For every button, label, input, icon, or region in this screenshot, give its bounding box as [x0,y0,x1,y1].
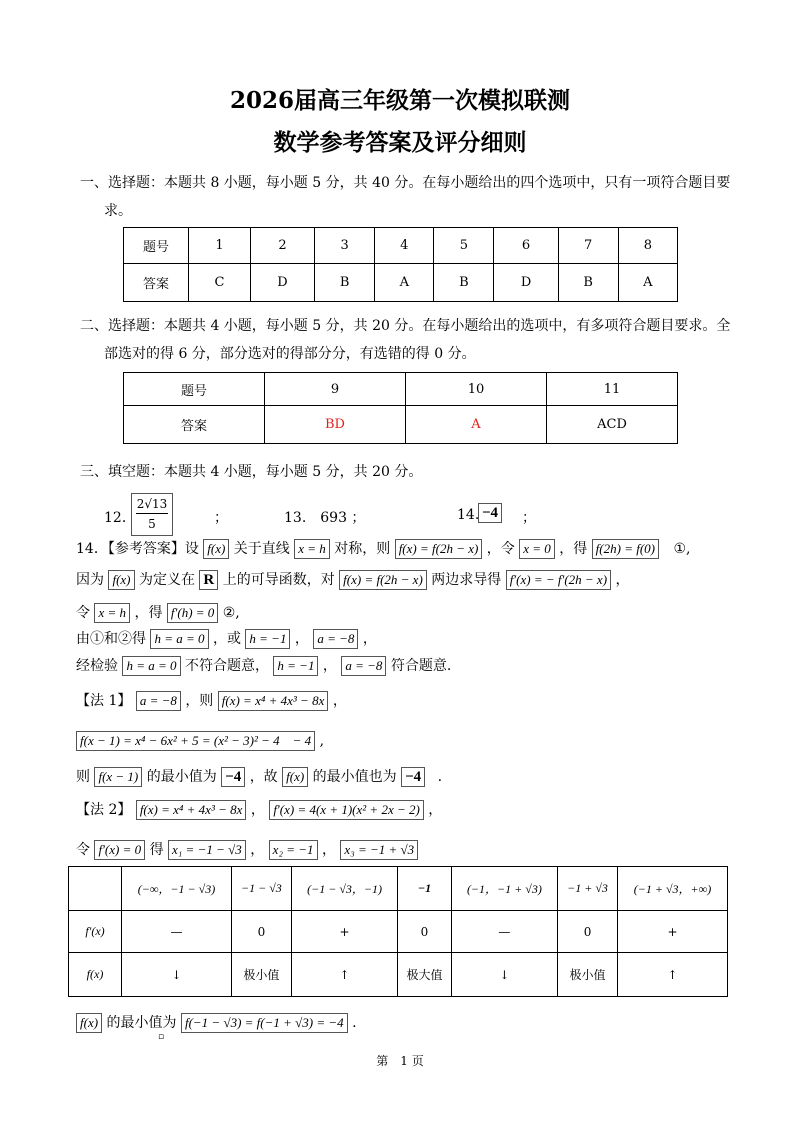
page-title: 2026届高三年级第一次模拟联测 [229,87,570,114]
answer-table-2 [123,372,678,444]
section3-instructions: 三、填空题：本题共 4 小题，每小题 5 分，共 20 分。 [80,464,423,480]
q12-numerator: 2√13 [136,496,168,514]
table1-header-label: 题号 [124,228,189,264]
math-box: a = −8 [313,629,358,649]
mono-cell: ↑ [617,953,727,997]
math-box: f(x) [282,767,308,787]
q14-answer [478,503,502,523]
table2-answer-row [124,406,678,444]
solution-line-3 [76,602,240,623]
text: 的最小值也为 [312,769,397,785]
math-box: f′(x) = 4(x + 1)(x² + 2x − 2) [269,800,424,820]
mono-cell: 0 [398,911,451,953]
math-box: −4 [221,767,245,787]
text: . [352,1015,357,1031]
table1-num: 8 [618,228,677,264]
text: 对称，则 [334,541,391,557]
text: 为定义在 [138,572,195,588]
page-number: 第 1 页 [376,1054,424,1068]
text: 14．【参考答案】设 [76,541,199,557]
mono-header-cell: −1 + √3 [558,867,618,911]
method1-label: 【法 1】 [76,693,132,709]
text: 令 [76,605,90,621]
table1-num: 4 [375,228,434,264]
math-box: x₂ = −1 [269,840,318,860]
table1-answer: B [558,264,618,302]
math-box: f(2h) = f(0) [592,539,659,559]
mono-cell: 极小值 [558,953,618,997]
table2-answer-label: 答案 [124,406,265,444]
solution-line-5 [76,655,451,676]
math-box: h = −1 [273,656,318,676]
text: ，得 [559,541,588,557]
text: 得 [149,842,164,858]
text: ，得 [134,605,163,621]
math-box: x = h [294,539,330,559]
math-box: f(x) = f(2h − x) [339,570,427,590]
circle-2-marker: ②, [222,605,240,621]
q12-answer-box [131,493,173,536]
table2-num: 11 [547,373,678,406]
text: ，故 [249,769,278,785]
table1-answer: A [375,264,434,302]
math-box: f(x) = x⁴ + 4x³ − 8x [136,800,247,820]
text: 经检验 [76,658,118,674]
table1-num: 7 [558,228,618,264]
table1-answer: D [250,264,314,302]
math-box: x = h [94,603,130,623]
solution-line-4 [76,628,377,649]
mono-function-row [69,953,728,997]
math-box: x = 0 [519,539,555,559]
section2-instructions [80,312,740,368]
q14-semicolon: ； [522,510,536,526]
method2-line-1 [76,799,442,820]
table2-answer: BD [265,406,406,444]
table2-num: 9 [265,373,406,406]
math-box: x₃ = −1 + √3 [340,840,418,860]
mono-cell: 0 [231,911,291,953]
text: 两边求导得 [431,572,502,588]
table1-answer: A [618,264,677,302]
text: 符合题意. [390,658,452,674]
text: 由①和②得 [76,631,146,647]
q12-denominator: 5 [148,517,156,531]
section2-line2: 部选对的得 6 分，部分选对的得部分分，有选错的得 0 分。 [104,346,476,362]
method2-line-2 [76,839,418,860]
mono-cell: — [451,911,557,953]
mono-row-label: f′(x) [69,911,122,953]
math-box: f(x − 1) = x⁴ − 6x² + 5 = (x² − 3)² − 4 − 4 [76,731,315,751]
table2-header-row [124,373,678,406]
mono-row-label: f(x) [69,953,122,997]
mono-cell: 极大值 [398,953,451,997]
math-box: f(x − 1) [94,767,142,787]
text: ，令 [486,541,515,557]
text: ，则 [185,693,214,709]
math-box: h = a = 0 [150,629,208,649]
table1-answer: B [315,264,375,302]
text: 的最小值为 [106,1015,177,1031]
mono-derivative-row [69,911,728,953]
mono-cell: — [122,911,232,953]
final-line [76,1012,357,1033]
table1-answer-label: 答案 [124,264,189,302]
mono-header-cell: (−1，−1 + √3) [451,867,557,911]
math-box: a = −8 [341,656,386,676]
text: 因为 [76,572,104,588]
q14-answer-box: −4 [478,503,502,523]
section2-line1: 二、选择题：本题共 4 小题，每小题 5 分，共 20 分。在每小题给出的选项中，有多项符合题目要求。全 [80,318,731,334]
math-box: f′(h) = 0 [167,603,218,623]
text: ， [332,693,347,709]
mono-cell: ↓ [451,953,557,997]
table1-answer: C [189,264,251,302]
mono-header-cell: −1 − √3 [231,867,291,911]
text: 上的可导函数，对 [222,572,335,588]
mono-cell: 0 [558,911,618,953]
text: , [319,733,325,749]
section1-line1: 一、选择题：本题共 8 小题，每小题 5 分，共 40 分。在每小题给出的四个选项中，只有一项符合题目要 [80,175,731,191]
table1-num: 5 [434,228,494,264]
text: ， [321,842,336,858]
anchor-mark: ▫ [158,1032,165,1042]
math-box: f(x) = f(2h − x) [395,539,483,559]
mono-cell: ↓ [122,953,232,997]
mono-cell: + [291,911,397,953]
table2-header-label: 题号 [124,373,265,406]
text: 的最小值为 [146,769,217,785]
table1-answer: D [494,264,558,302]
math-box: f(−1 − √3) = f(−1 + √3) = −4 [181,1013,348,1033]
math-box: f(x) [76,1013,102,1033]
circle-1-marker: ①, [673,541,691,557]
math-box: x₁ = −1 − √3 [168,840,246,860]
text: 则 [76,769,90,785]
math-box: a = −8 [136,691,181,711]
table1-num: 1 [189,228,251,264]
text: ，或 [212,631,241,647]
monotonicity-table [68,866,728,997]
math-box: f′(x) = 0 [94,840,145,860]
table1-num: 2 [250,228,314,264]
method1-line-3 [76,766,442,787]
math-box: −4 [401,767,425,787]
math-box: h = a = 0 [122,656,180,676]
math-box: R [199,570,218,590]
q13-answer: 13. 693 ； [284,510,366,526]
mono-cell: + [617,911,727,953]
text: 不符合题意， [184,658,269,674]
method1-line-2 [76,731,324,751]
q14-label: 14. [457,507,480,523]
mono-header-cell: (−1 + √3，+∞) [617,867,727,911]
mono-cell: 极小值 [231,953,291,997]
text: ， [322,658,337,674]
math-box: f(x) = x⁴ + 4x³ − 8x [218,691,329,711]
table1-header-row [124,228,678,264]
table2-answer: A [406,406,547,444]
text: ， [250,842,265,858]
table1-answer-row [124,264,678,302]
mono-header-cell: −1 [398,867,451,911]
mono-header-cell: (−1 − √3，−1) [291,867,397,911]
table1-num: 3 [315,228,375,264]
table2-answer: ACD [547,406,678,444]
math-box: h = −1 [245,629,290,649]
text: 关于直线 [233,541,290,557]
text: ， [250,802,265,818]
mono-cell: ↑ [291,953,397,997]
text: ， [615,572,630,588]
method2-label: 【法 2】 [76,802,132,818]
table2-num: 10 [406,373,547,406]
page-subtitle: 数学参考答案及评分细则 [273,129,527,156]
text: 令 [76,842,90,858]
text: ， [294,631,309,647]
table1-num: 6 [494,228,558,264]
text: ， [428,802,443,818]
solution-line-2 [76,569,629,590]
math-box: f′(x) = − f′(2h − x) [506,570,611,590]
text: ， [362,631,377,647]
math-box: f(x) [108,570,134,590]
solution-line-1 [76,538,690,559]
method1-line-1 [76,690,347,711]
q12-semicolon: ； [214,510,228,526]
mono-header-cell: (−∞，−1 − √3) [122,867,232,911]
math-box: f(x) [203,539,229,559]
answer-table-1 [123,227,678,302]
mono-header-cell [69,867,122,911]
q12-label: 12． [104,510,136,526]
section1-line2: 求。 [104,203,132,219]
table1-answer: B [434,264,494,302]
text: . [437,769,443,785]
mono-header-row [69,867,728,911]
section1-instructions [80,169,740,225]
